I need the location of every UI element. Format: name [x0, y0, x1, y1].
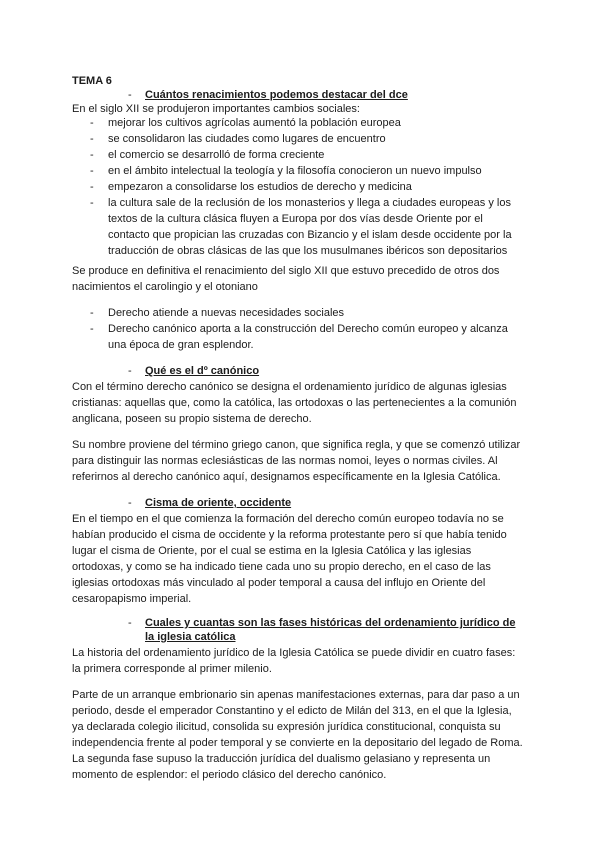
paragraph-line: nacimientos el carolingio y el otoniano — [72, 281, 258, 293]
bullet-dash: - — [90, 307, 94, 319]
section-1-intro: En el siglo XII se produjeron importantes cambios sociales: — [72, 103, 360, 115]
paragraph-line: La segunda fase supuso la traducción jurídica del dualismo gelasiano y representa un — [72, 753, 491, 765]
list-item-line: Derecho canónico aporta a la construcción del Derecho común europeo y alcanza — [108, 323, 508, 335]
list-item: el comercio se desarrolló de forma creciente — [108, 149, 325, 161]
list-item: se consolidaron las ciudades como lugares de encuentro — [108, 133, 386, 145]
list-item-line: traducción de obras clásicas de las que los musulmanes ibéricos son depositarios — [108, 245, 508, 257]
heading-dash: - — [128, 89, 132, 101]
paragraph-line: ya declarada colegio ilicitud, consolida su expresión jurídica constitucional, conquista su — [72, 721, 501, 733]
list-item-line: la cultura sale de la reclusión de los monasterios y llega a ciudades europeas y los — [108, 197, 511, 209]
paragraph-line: Parte de un arranque embrionario sin apenas manifestaciones externas, para dar paso a un — [72, 689, 520, 701]
bullet-dash: - — [90, 323, 94, 335]
bullet-dash: - — [90, 149, 94, 161]
paragraph-line: independencia frente al poder temporal y se convierte en la depositario del legado de Roma. — [72, 737, 523, 749]
list-item-line: una época de gran esplendor. — [108, 339, 254, 351]
paragraph-line: momento de esplendor: el periodo clásico del derecho canónico. — [72, 769, 387, 781]
list-item-line: textos de la cultura clásica fluyen a Europa por dos vías desde Oriente por el — [108, 213, 483, 225]
paragraph-line: iglesias ortodoxas más vinculado al poder temporal a causa del influjo en Oriente del — [72, 577, 486, 589]
paragraph-line: periodo, desde el emperador Constantino y el edicto de Milán del 313, en el que la Iglesia, — [72, 705, 512, 717]
list-item: empezaron a consolidarse los estudios de derecho y medicina — [108, 181, 412, 193]
paragraph-line: para distinguir las normas eclesiásticas de las normas nomoi, leyes o normas civiles. Al — [72, 455, 498, 467]
paragraph-line: Su nombre proviene del término griego canon, que significa regla, y que se comenzó utilizar — [72, 439, 521, 451]
bullet-dash: - — [90, 181, 94, 193]
paragraph-line: anglicana, poseen su propio sistema de derecho. — [72, 413, 312, 425]
section-4-heading-line: Cuales y cuantas son las fases históricas del ordenamiento jurídico de — [145, 617, 516, 629]
paragraph-line: En el tiempo en el que comienza la formación del derecho común europeo todavía no se — [72, 513, 504, 525]
heading-dash: - — [128, 617, 132, 629]
section-3-heading: Cisma de oriente, occidente — [145, 497, 292, 509]
list-item-line: contacto que propician las cruzadas con Bizancio y el islam desde occidente por la — [108, 229, 512, 241]
paragraph-line: lugar el cisma de Oriente, por el cual se estima en la Iglesia Católica y las iglesias — [72, 545, 472, 557]
paragraph-line: habían producido el cisma de occidente y la reforma protestante pero sí que había tenido — [72, 529, 507, 541]
tema-label: TEMA 6 — [72, 75, 112, 87]
paragraph-line: referirnos al derecho canónico aquí, designamos específicamente en la Iglesia Católica. — [72, 471, 501, 483]
paragraph-line: la primera corresponde al primer milenio. — [72, 663, 272, 675]
section-2-heading: Qué es el dº canónico — [145, 365, 260, 377]
list-item: mejorar los cultivos agrícolas aumentó la población europea — [108, 117, 401, 129]
paragraph-line: ortodoxas, y como se ha indicado tiene cada uno su propio derecho, en el caso de las — [72, 561, 491, 573]
section-4-heading-line: la iglesia católica — [145, 631, 236, 643]
paragraph-line: Se produce en definitiva el renacimiento del siglo XII que estuvo precedido de otros dos — [72, 265, 500, 277]
paragraph-line: cesaropapismo imperial. — [72, 593, 192, 605]
paragraph-line: La historia del ordenamiento jurídico de la Iglesia Católica se puede dividir en cuatro fases: — [72, 647, 516, 659]
paragraph-line: cristianas: aquellas que, como la católica, las ortodoxas o las pertenecientes a la comunión — [72, 397, 517, 409]
bullet-dash: - — [90, 165, 94, 177]
bullet-dash: - — [90, 197, 94, 209]
section-1-heading: Cuántos renacimientos podemos destacar del dce — [145, 89, 408, 101]
heading-dash: - — [128, 365, 132, 377]
paragraph-line: Con el término derecho canónico se designa el ordenamiento jurídico de algunas iglesias — [72, 381, 507, 393]
heading-dash: - — [128, 497, 132, 509]
bullet-dash: - — [90, 117, 94, 129]
list-item: en el ámbito intelectual la teología y la filosofía conocieron un nuevo impulso — [108, 165, 482, 177]
bullet-dash: - — [90, 133, 94, 145]
list-item: Derecho atiende a nuevas necesidades sociales — [108, 307, 345, 319]
